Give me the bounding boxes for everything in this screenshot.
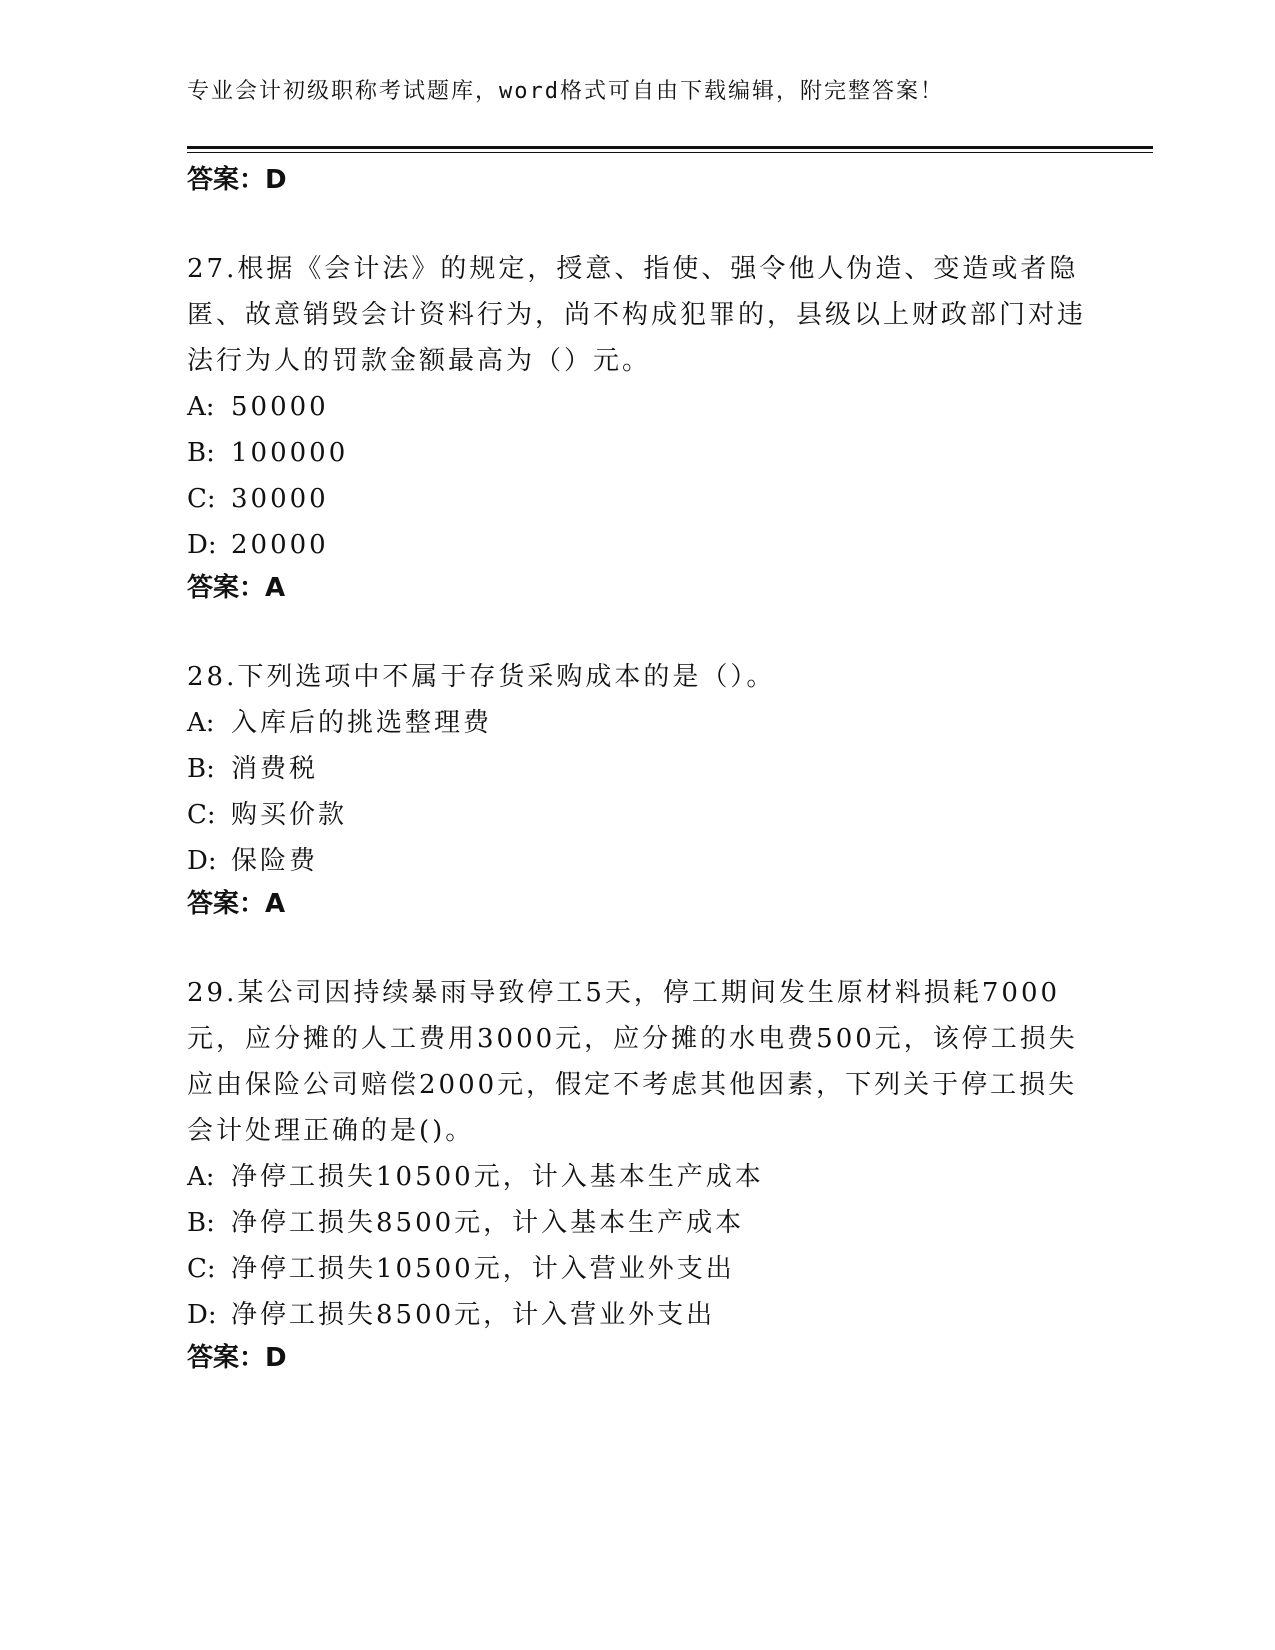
option-label: B: — [187, 1208, 215, 1238]
option-text: 净停工损失10500元，计入营业外支出 — [231, 1254, 735, 1284]
header-rule-thick — [187, 146, 1153, 149]
answer-line: 答案：D — [187, 165, 287, 195]
option-label: A: — [187, 392, 215, 422]
question-text: 29.某公司因持续暴雨导致停工5天，停工期间发生原材料损耗7000元，应分摊的人工费用3000元，应分摊的水电费500元，该停工损失应由保险公司赔偿2000元，假定不考虑其他因素，下列关于停工损失会计处理正确的是()。 — [187, 978, 1078, 1146]
option-c — [187, 792, 1087, 838]
option-b — [187, 1200, 1087, 1246]
option-text: 入库后的挑选整理费 — [231, 708, 493, 738]
option-a — [187, 700, 1087, 746]
question-29 — [187, 970, 1087, 1378]
option-label: B: — [187, 438, 215, 468]
option-b — [187, 746, 1087, 792]
option-text: 50000 — [231, 392, 329, 422]
option-text: 100000 — [231, 438, 349, 468]
option-text: 净停工损失8500元，计入营业外支出 — [231, 1300, 716, 1330]
question-text: 27.根据《会计法》的规定，授意、指使、强令他人伪造、变造或者隐匿、故意销毁会计资料行为，尚不构成犯罪的，县级以上财政部门对违法行为人的罚款金额最高为（）元。 — [187, 254, 1087, 376]
option-label: D: — [187, 1300, 217, 1330]
header-rule-thin — [187, 152, 1153, 153]
option-text: 购买价款 — [231, 800, 348, 830]
option-a — [187, 384, 1087, 430]
option-label: B: — [187, 754, 215, 784]
answer-line: 答案：A — [187, 573, 286, 603]
option-label: C: — [187, 1254, 216, 1284]
option-b — [187, 430, 1087, 476]
option-text: 20000 — [231, 530, 329, 560]
option-label: D: — [187, 530, 217, 560]
document-body — [187, 160, 1087, 1378]
question-text: 28.下列选项中不属于存货采购成本的是（）。 — [187, 662, 776, 692]
question-28 — [187, 654, 1087, 924]
option-label: C: — [187, 800, 216, 830]
option-d — [187, 1292, 1087, 1338]
question-27 — [187, 246, 1087, 608]
option-d — [187, 838, 1087, 884]
option-d — [187, 522, 1087, 568]
answer-line: 答案：D — [187, 1343, 287, 1373]
option-label: A: — [187, 708, 215, 738]
page-header: 专业会计初级职称考试题库，word格式可自由下载编辑，附完整答案！ — [187, 79, 944, 104]
option-text: 保险费 — [231, 846, 319, 876]
answer-line: 答案：A — [187, 889, 286, 919]
option-text: 净停工损失8500元，计入基本生产成本 — [231, 1208, 745, 1238]
option-label: C: — [187, 484, 216, 514]
option-text: 净停工损失10500元，计入基本生产成本 — [231, 1162, 764, 1192]
option-a — [187, 1154, 1087, 1200]
option-label: D: — [187, 846, 217, 876]
option-text: 消费税 — [231, 754, 319, 784]
option-c — [187, 476, 1087, 522]
option-c — [187, 1246, 1087, 1292]
option-label: A: — [187, 1162, 215, 1192]
option-text: 30000 — [231, 484, 329, 514]
